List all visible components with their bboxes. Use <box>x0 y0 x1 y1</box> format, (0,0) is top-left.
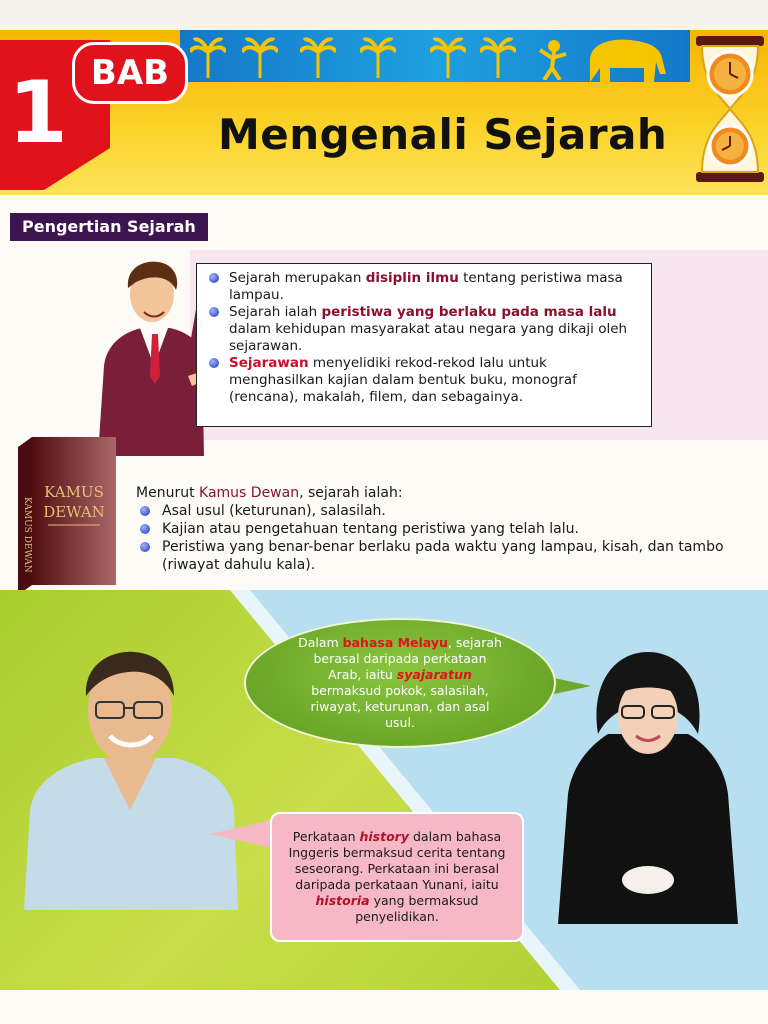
definition-text: Sejarah merupakan <box>229 270 366 286</box>
definition-highlight: peristiwa yang berlaku pada masa lalu <box>321 304 617 320</box>
chapter-header <box>0 30 768 195</box>
elephant-silhouette-icon <box>580 34 670 82</box>
bubble-highlight: bahasa Melayu <box>342 635 448 650</box>
man-with-glasses-photo <box>24 640 238 910</box>
bubble-text: yang bermaksud penyelidikan. <box>355 893 479 924</box>
english-etymology-bubble <box>270 812 524 942</box>
definition-highlight: Sejarawan <box>229 355 309 371</box>
top-margin <box>0 0 768 30</box>
definition-highlight: disiplin ilmu <box>365 270 459 286</box>
section-label: Pengertian Sejarah <box>10 213 208 241</box>
definition-item <box>229 270 641 304</box>
bubble-highlight: history <box>359 829 409 844</box>
kamus-definition <box>136 484 756 574</box>
kamus-intro-highlight: Kamus Dewan <box>199 485 300 501</box>
businessman-illustration <box>92 256 210 456</box>
bottom-margin <box>0 990 768 1024</box>
bubble-highlight: syajaratun <box>396 667 472 682</box>
decorative-silhouette-band <box>180 30 690 82</box>
page-title: Mengenali Sejarah <box>218 110 668 159</box>
kamus-dewan-book-image <box>18 437 116 595</box>
palm-tree-icon <box>480 34 516 78</box>
kamus-intro-text: , sejarah ialah: <box>299 485 403 501</box>
definition-text: menyelidiki rekod-rekod lalu untuk menghasilkan kajian dalam bentuk buku, monograf (rencana), makalah, filem, dan sebagainya. <box>229 355 577 405</box>
bubble-text: Dalam <box>298 635 343 650</box>
malay-etymology-bubble <box>244 618 556 748</box>
definition-list <box>197 264 651 406</box>
hourglass-clock-icon <box>692 34 768 184</box>
malay-etymology-text <box>295 635 505 731</box>
palm-tree-icon <box>242 34 278 78</box>
definition-item <box>229 304 641 355</box>
palm-tree-icon <box>190 34 226 78</box>
palm-tree-icon <box>430 34 466 78</box>
definition-text: dalam kehidupan masyarakat atau negara yang dikaji oleh sejarawan. <box>229 321 628 354</box>
definition-text: tentang peristiwa masa lampau. <box>229 270 623 303</box>
speech-bubble-tail <box>210 820 272 848</box>
english-etymology-text <box>283 829 511 925</box>
chapter-label-badge: BAB <box>72 42 188 104</box>
book-spine-text: KAMUS DEWAN <box>22 497 32 573</box>
bubble-highlight: historia <box>315 893 370 908</box>
definition-item <box>229 355 641 406</box>
monkey-silhouette-icon <box>532 36 576 80</box>
bubble-text: Perkataan <box>292 829 360 844</box>
chapter-number: 1 <box>8 63 68 163</box>
kamus-intro-text: Menurut <box>136 485 200 501</box>
definition-box <box>196 263 652 427</box>
book-title-line2: DEWAN <box>43 503 105 521</box>
definition-text: Sejarah ialah <box>229 304 322 320</box>
bubble-text: , sejarah berasal daripada perkataan Arab, iaitu <box>313 635 502 682</box>
kamus-intro <box>136 484 756 502</box>
bubble-text: dalam bahasa Inggeris bermaksud cerita tentang seseorang. Perkataan ini berasal daripada perkataan Yunani, iaitu <box>288 829 506 892</box>
book-title-line1: KAMUS <box>44 483 104 501</box>
kamus-list-item: Peristiwa yang benar-benar berlaku pada waktu yang lampau, kisah, dan tambo (riwayat dahulu kala). <box>162 538 756 574</box>
kamus-list <box>136 502 756 574</box>
palm-tree-icon <box>360 34 396 78</box>
kamus-list-item: Asal usul (keturunan), salasilah. <box>162 502 756 520</box>
palm-tree-icon <box>300 34 336 78</box>
bubble-text: bermaksud pokok, salasilah, riwayat, keturunan, dan asal usul. <box>310 683 490 730</box>
kamus-list-item: Kajian atau pengetahuan tentang peristiwa yang telah lalu. <box>162 520 756 538</box>
